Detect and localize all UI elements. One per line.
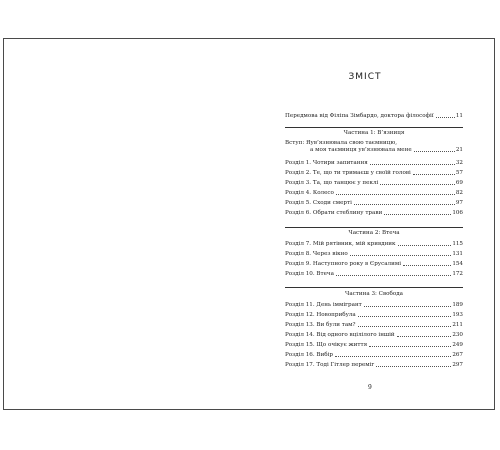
toc-entry: Розділ 4. Колесо 82	[285, 190, 463, 196]
toc-entry: Розділ 7. Мій рятівник, мій кривдник 115	[285, 241, 463, 247]
toc-entry: Розділ 5. Сходи смерті 97	[285, 200, 463, 206]
toc-entry: Розділ 11. День іммігрант 189	[285, 302, 463, 308]
toc-title: ЗМІСТ	[348, 72, 382, 82]
toc-entry: Розділ 8. Через вікно 131	[285, 251, 463, 257]
toc-entry: Розділ 10. Втеча 172	[285, 271, 463, 277]
toc-entry: Розділ 14. Від одного вцілілого іншій 230	[285, 332, 463, 338]
toc-entry-intro: Вступ: Яув’язнювала свою таємницю,	[285, 140, 397, 146]
toc-entry: Розділ 13. Ви були там? 211	[285, 322, 463, 328]
section-divider	[285, 227, 463, 228]
toc-entry: Розділ 16. Вибір 267	[285, 352, 463, 358]
part-title: Частина 2: Втеча	[348, 230, 400, 236]
part-title: Частина 1: В’язниця	[343, 130, 405, 136]
toc-entry: Розділ 12. Новоприбула 193	[285, 312, 463, 318]
toc-entry: Розділ 3. Та, що танцює у пеклі 69	[285, 180, 463, 186]
part-title: Частина 3: Свобода	[345, 291, 403, 297]
section-divider	[285, 287, 463, 288]
toc-entry: Розділ 17. Тоді Гітлер переміг 297	[285, 362, 463, 368]
toc-entry: Розділ 1. Чотири запитання 32	[285, 160, 463, 166]
toc-entry: Розділ 2. Те, що ти тримаєш у своїй голові 57	[285, 170, 463, 176]
toc-entry: Розділ 6. Обрати стеблину трави 106	[285, 210, 463, 216]
page-number: 9	[368, 384, 372, 391]
toc-entry-intro-cont: а моя таємниця ув’язнювала мене 21	[310, 147, 463, 153]
toc-entry: Розділ 9. Наступного року в Єрусалимі 154	[285, 261, 463, 267]
section-divider	[285, 127, 463, 128]
toc-entry-foreword: Передмова від Філіпа Зімбардо, доктора філософії 11	[285, 113, 463, 119]
toc-entry: Розділ 15. Що очікує життя 249	[285, 342, 463, 348]
